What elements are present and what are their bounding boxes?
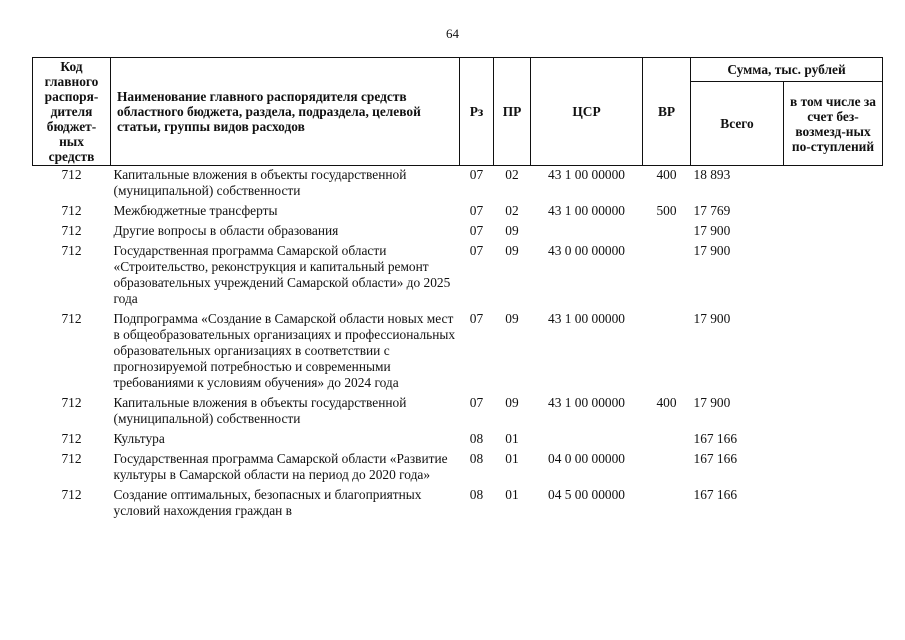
table-header xyxy=(33,58,883,166)
cell-name: Капитальные вложения в объекты государственной (муниципальной) собственности xyxy=(113,395,407,426)
table-body xyxy=(33,166,883,523)
page-number: 64 xyxy=(446,26,459,41)
cell-free xyxy=(784,166,883,203)
cell-total: 17 900 xyxy=(693,395,731,410)
cell-rz: 07 xyxy=(469,203,484,218)
cell-rz: 07 xyxy=(469,167,484,182)
cell-pr: 09 xyxy=(505,395,519,410)
cell-total: 167 166 xyxy=(693,487,738,502)
cell-vr xyxy=(643,310,691,394)
cell-csr: 43 1 00 00000 xyxy=(548,311,625,326)
cell-name: Межбюджетные трансферты xyxy=(113,203,278,218)
cell-rz: 08 xyxy=(469,487,484,502)
cell-total: 17 769 xyxy=(693,203,731,218)
cell-name: Другие вопросы в области образования xyxy=(113,223,339,238)
cell-total: 17 900 xyxy=(693,311,731,326)
cell-name: Капитальные вложения в объекты государственной (муниципальной) собственности xyxy=(113,167,407,198)
header-code: Код главного распоря-дителя бюджет-ных средств xyxy=(33,58,111,166)
cell-pr: 09 xyxy=(505,223,519,238)
cell-csr: 43 1 00 00000 xyxy=(548,203,625,218)
cell-csr: 04 5 00 00000 xyxy=(548,487,625,502)
cell-vr: 400 xyxy=(656,167,677,182)
cell-pr: 09 xyxy=(505,243,519,258)
cell-name: Государственная программа Самарской области «Развитие культуры в Самарской области на период до 2020 года» xyxy=(113,451,448,482)
header-total: Всего xyxy=(691,82,784,166)
table-row xyxy=(33,450,883,486)
cell-csr: 43 0 00 00000 xyxy=(548,243,625,258)
cell-code: 712 xyxy=(61,167,82,182)
cell-free xyxy=(784,202,883,222)
header-vr: ВР xyxy=(643,58,691,166)
header-sum: Сумма, тыс. рублей xyxy=(691,58,883,82)
cell-pr: 01 xyxy=(505,431,519,446)
cell-code: 712 xyxy=(61,487,82,502)
cell-total: 17 900 xyxy=(693,243,731,258)
cell-rz: 07 xyxy=(469,243,484,258)
header-csr: ЦСР xyxy=(531,58,643,166)
cell-name: Государственная программа Самарской области «Строительство, реконструкция и капитальный ремонт образовательных учреждений Самарской области» до 2025 года xyxy=(113,243,451,306)
cell-code: 712 xyxy=(61,203,82,218)
cell-rz: 07 xyxy=(469,395,484,410)
cell-rz: 07 xyxy=(469,311,484,326)
cell-total: 167 166 xyxy=(693,451,738,466)
table-row xyxy=(33,486,883,522)
cell-vr xyxy=(643,242,691,310)
cell-free xyxy=(784,242,883,310)
cell-name: Создание оптимальных, безопасных и благоприятных условий нахождения граждан в xyxy=(113,487,422,518)
header-free: в том числе за счет без-возмезд-ных по-ступлений xyxy=(784,82,883,166)
table-row xyxy=(33,310,883,394)
header-pr: ПР xyxy=(494,58,531,166)
cell-csr xyxy=(531,222,643,242)
cell-free xyxy=(784,430,883,450)
cell-pr: 01 xyxy=(505,451,519,466)
cell-code: 712 xyxy=(61,243,82,258)
table-row xyxy=(33,394,883,430)
cell-csr: 04 0 00 00000 xyxy=(548,451,625,466)
cell-code: 712 xyxy=(61,431,82,446)
cell-pr: 02 xyxy=(505,203,519,218)
cell-csr xyxy=(531,430,643,450)
cell-vr: 500 xyxy=(656,203,677,218)
table-row xyxy=(33,242,883,310)
cell-csr: 43 1 00 00000 xyxy=(548,395,625,410)
cell-total: 18 893 xyxy=(693,167,731,182)
cell-name: Культура xyxy=(113,431,165,446)
cell-pr: 02 xyxy=(505,167,519,182)
cell-total: 17 900 xyxy=(693,223,731,238)
cell-pr: 09 xyxy=(505,311,519,326)
header-rz: Рз xyxy=(460,58,494,166)
cell-free xyxy=(784,394,883,430)
cell-vr xyxy=(643,486,691,522)
cell-code: 712 xyxy=(61,311,82,326)
budget-table xyxy=(32,57,883,522)
table-row xyxy=(33,430,883,450)
cell-csr: 43 1 00 00000 xyxy=(548,167,625,182)
cell-vr xyxy=(643,430,691,450)
cell-free xyxy=(784,450,883,486)
table-row xyxy=(33,202,883,222)
cell-free xyxy=(784,222,883,242)
cell-rz: 07 xyxy=(469,223,484,238)
cell-rz: 08 xyxy=(469,451,484,466)
cell-vr: 400 xyxy=(656,395,677,410)
header-name: Наименование главного распорядителя средств областного бюджета, раздела, подраздела, целевой статьи, группы видов расходов xyxy=(111,58,460,166)
table-row xyxy=(33,222,883,242)
cell-free xyxy=(784,486,883,522)
cell-total: 167 166 xyxy=(693,431,738,446)
cell-pr: 01 xyxy=(505,487,519,502)
cell-name: Подпрограмма «Создание в Самарской области новых мест в общеобразовательных организациях и профессиональных образовательных организациях в соответствии с прогнозируемой потребностью и современными требованиями к условиям обучения» до 2024 года xyxy=(113,311,456,390)
cell-free xyxy=(784,310,883,394)
cell-vr xyxy=(643,222,691,242)
cell-rz: 08 xyxy=(469,431,484,446)
table-row xyxy=(33,166,883,203)
cell-code: 712 xyxy=(61,223,82,238)
cell-vr xyxy=(643,450,691,486)
cell-code: 712 xyxy=(61,395,82,410)
cell-code: 712 xyxy=(61,451,82,466)
